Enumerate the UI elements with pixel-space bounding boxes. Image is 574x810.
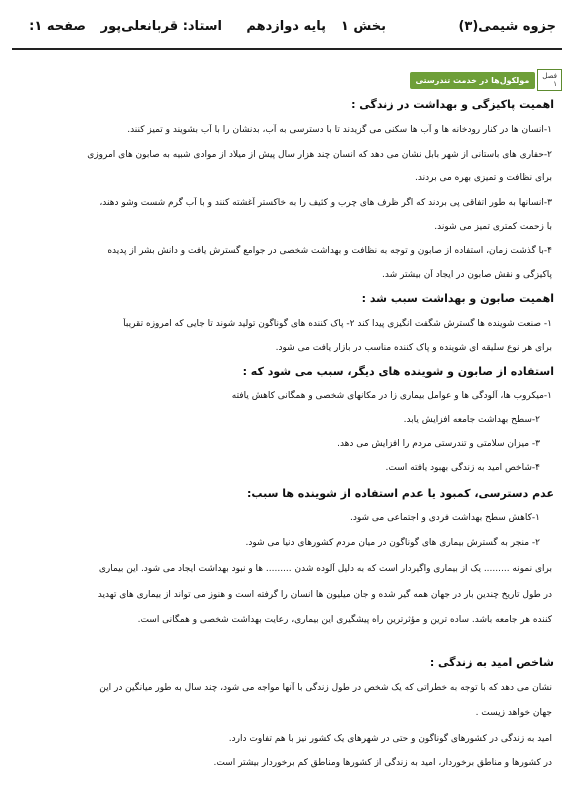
list-item: ۲-سطح بهداشت جامعه افزایش یابد.	[403, 415, 540, 425]
list-item: ۲- منجر به گسترش بیماری های گوناگون در میان مردم کشورهای دنیا می شود.	[245, 538, 540, 548]
paragraph-line: کننده هر جامعه باشد. ساده ترین و مؤثرترین راه پیشگیری این بیماری، رعایت بهداشت شخصی و همگانی است.	[137, 615, 552, 625]
paragraph-line: جهان خواهد زیست .	[475, 708, 552, 718]
list-item: ۴-شاخص امید به زندگی بهبود یافته است.	[385, 463, 540, 473]
paragraph-line: نشان می دهد که با توجه به خطراتی که یک شخص در طول زندگی با آنها مواجه می شود، چند سال به طور میانگین در این	[99, 683, 552, 693]
paragraph-line: در کشورها و مناطق برخوردار، امید به زندگی از کشورها ومناطق کم برخوردار بیشتر است.	[213, 758, 552, 768]
grade-label: پایه دوازدهم	[246, 19, 326, 34]
chapter-badge: فصل ۱	[537, 69, 562, 91]
course-title: جزوه شیمی(۳)	[458, 19, 556, 34]
paragraph-line: برای نمونه ......... یک از بیماری واگیردار است که به دلیل آلوده شدن ......... ها و نبود بهداشت ایجاد می شود. این بیماری	[98, 564, 552, 574]
list-item: ۱-میکروب ها، آلودگی ها و عوامل بیماری زا در مکانهای شخصی و همگانی کاهش یافته	[231, 391, 552, 401]
paragraph-line: ۴-با گذشت زمان، استفاده از صابون و توجه به نظافت و بهداشت شخصی در جوامع گسترش یافت و دانش بشر از پدیده	[107, 246, 552, 256]
list-item: ۱-کاهش سطح بهداشت فردی و اجتماعی می شود.	[350, 513, 540, 523]
paragraph-line: در طول تاریخ چندین بار در جهان همه گیر شده و جان میلیون ها انسان را گرفته است و هنوز می تواند از بیماری های تهدید	[97, 590, 552, 600]
paragraph-line: ۱-انسان ها در کنار رودخانه ها و آب ها سکنی می گزیدند تا با دسترسی به آب، بدنشان را با آب بشویند و تمیز کنند.	[127, 125, 552, 135]
paragraph-line: ۱- صنعت شوینده ها گسترش شگفت انگیزی پیدا کند ۲- پاک کننده های گوناگون تولید شوند تا جایی که امروزه تقریباً	[123, 319, 552, 329]
list-item: ۳- میزان سلامتی و تندرستی مردم را افزایش می دهد.	[337, 439, 540, 449]
chapter-banner	[414, 70, 562, 90]
section-heading: استفاده از صابون و شوینده های دیگر، سبب می شود که :	[242, 365, 554, 378]
paragraph-line: برای هر نوع سلیقه ای شوینده و پاک کننده مناسب در بازار یافت می شود.	[275, 343, 552, 353]
section-label: بخش ۱	[340, 19, 386, 34]
section-heading: شاخص امید به زندگی :	[429, 656, 554, 669]
paragraph-line: امید به زندگی در کشورهای گوناگون و حتی در شهرهای یک کشور نیز با هم تفاوت دارد.	[228, 734, 552, 744]
paragraph-line: برای نظافت و تمیزی بهره می بردند.	[415, 173, 552, 183]
paragraph-line: ۲-حفاری های باستانی از شهر بابل نشان می دهد که انسان چند هزار سال پیش از میلاد از موادی شبیه به صابون های امروزی	[87, 150, 552, 160]
paragraph-line: با زحمت کمتری تمیز می شوند.	[434, 222, 552, 232]
page-header	[12, 10, 562, 50]
paragraph-line: ۳-انسانها به طور اتفاقی پی بردند که اگر ظرف های چرب و کثیف را به خاکستر آغشته کنند و با آب گرم شست وشو دهند،	[99, 198, 552, 208]
paragraph-line: پاکیزگی و نقش صابون در ایجاد آن بیشتر شد.	[382, 270, 552, 280]
page-number: صفحه ۱:	[29, 19, 86, 34]
section-heading: اهمیت صابون و بهداشت سبب شد :	[361, 292, 554, 305]
unit-title: مولکول‌ها در خدمت تندرستی	[410, 72, 536, 89]
teacher-label: استاد: قربانعلی‌پور	[100, 19, 222, 34]
section-heading: عدم دسترسی، کمبود یا عدم استفاده از شوینده ها سبب:	[247, 487, 554, 500]
section-heading: اهمیت پاکیزگی و بهداشت در زندگی :	[351, 98, 554, 111]
